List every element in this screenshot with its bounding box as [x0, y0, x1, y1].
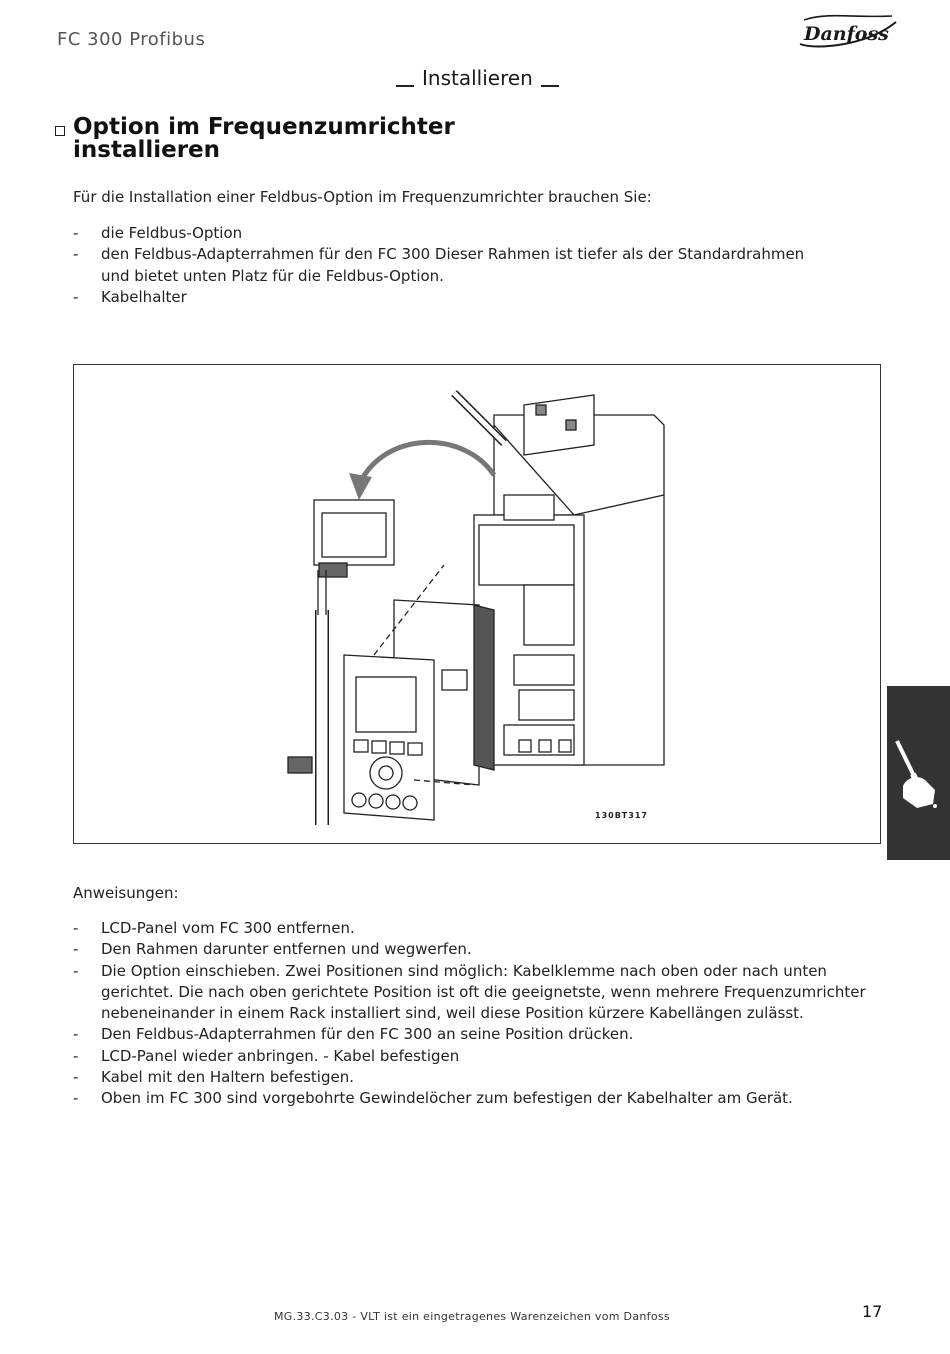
- list-item: [73, 918, 873, 939]
- drive-exploded-illustration: [74, 365, 881, 844]
- list-item: [73, 1024, 873, 1045]
- chapter-side-tab: [887, 686, 950, 860]
- bullet-dash: -: [73, 940, 79, 959]
- list-item-text: Den Rahmen darunter entfernen und wegwerfen.: [101, 940, 472, 959]
- list-item: [73, 939, 873, 960]
- requirements-list: [73, 223, 823, 308]
- svg-text:Danfoss: Danfoss: [804, 23, 889, 45]
- instructions-list: [73, 918, 873, 1110]
- bullet-dash: -: [73, 245, 79, 264]
- danfoss-logo: [796, 14, 900, 50]
- instructions-label: Anweisungen:: [73, 884, 179, 902]
- section-title: [73, 116, 455, 162]
- list-item-text: Oben im FC 300 sind vorgebohrte Gewindelöcher zum befestigen der Kabelhalter am Gerät.: [101, 1089, 793, 1108]
- section-title-line2: installieren: [73, 137, 221, 163]
- list-item: [73, 1067, 873, 1088]
- bullet-dash: -: [73, 961, 79, 980]
- chapter-label: Installieren: [422, 66, 533, 90]
- intro-text: Für die Installation einer Feldbus-Option im Frequenzumrichter brauchen Sie:: [73, 188, 652, 206]
- document-title: FC 300 Profibus: [57, 29, 206, 50]
- list-item: [73, 1088, 873, 1109]
- bullet-dash: -: [73, 287, 79, 306]
- list-item: [73, 961, 873, 1025]
- list-item: [73, 1046, 873, 1067]
- page-number: 17: [862, 1302, 883, 1321]
- chapter-dash-left: [396, 85, 414, 87]
- list-item-text: die Feldbus-Option: [101, 224, 243, 242]
- chapter-dash-right: [541, 85, 559, 87]
- bullet-dash: -: [73, 1046, 79, 1065]
- list-item-text: Die Option einschieben. Zwei Positionen sind möglich: Kabelklemme nach oben oder nach unten gerichtet. Die nach oben gerichtete Position ist oft die geeignetste, wenn mehrere Frequenzumrichter nebeneinander in einem Rack installiert sind, weil diese Position kürzere Kabellängen zulässt.: [101, 961, 866, 1023]
- list-item-text: Kabel mit den Haltern befestigen.: [101, 1068, 354, 1087]
- bullet-dash: -: [73, 224, 79, 242]
- list-item: [73, 244, 823, 287]
- list-item-text: Den Feldbus-Adapterrahmen für den FC 300 an seine Position drücken.: [101, 1025, 634, 1044]
- chapter-heading: [388, 66, 567, 90]
- screwdriver-hand-icon: [887, 686, 950, 860]
- installation-figure: [73, 364, 881, 844]
- list-item-text: LCD-Panel wieder anbringen. - Kabel befestigen: [101, 1046, 460, 1065]
- bullet-dash: -: [73, 1025, 79, 1044]
- section-title-line1: Option im Frequenzumrichter: [73, 114, 455, 140]
- section-checkbox-icon: [55, 126, 65, 136]
- figure-code: 130BT317: [595, 811, 648, 820]
- list-item-text: LCD-Panel vom FC 300 entfernen.: [101, 919, 355, 937]
- list-item-text: den Feldbus-Adapterrahmen für den FC 300 Dieser Rahmen ist tiefer als der Standardrahmen und bietet unten Platz für die Feldbus-Option.: [101, 245, 805, 285]
- list-item-text: Kabelhalter: [101, 287, 187, 306]
- bullet-dash: -: [73, 1089, 79, 1108]
- list-item: [73, 223, 823, 244]
- footer-text: MG.33.C3.03 - VLT ist ein eingetragenes Warenzeichen vom Danfoss: [274, 1310, 670, 1323]
- bullet-dash: -: [73, 1068, 79, 1087]
- bullet-dash: -: [73, 919, 79, 937]
- list-item: [73, 287, 823, 308]
